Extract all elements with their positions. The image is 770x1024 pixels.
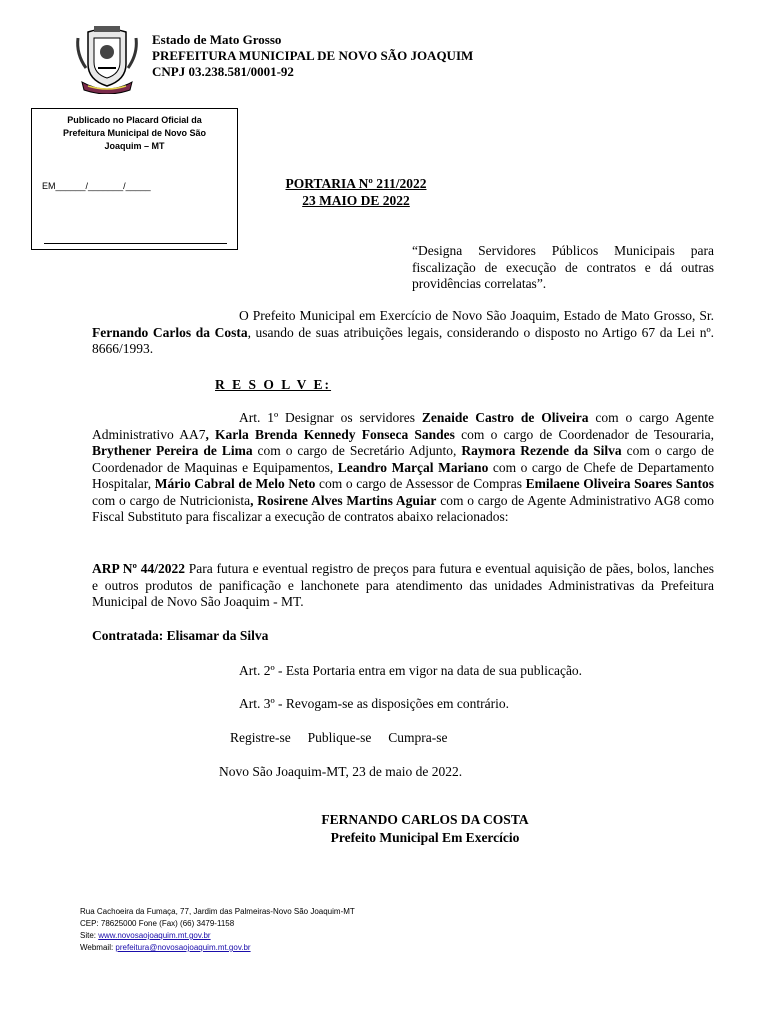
footer-address: Rua Cachoeira da Fumaça, 77, Jardim das Palmeiras-Novo São Joaquim-MT (80, 907, 355, 916)
servant-name: Brythener Pereira de Lima (92, 443, 253, 458)
footer-site-label: Site: (80, 931, 99, 940)
servant-name: Raymora Rezende da Silva (461, 443, 622, 458)
servant-name: Emilaene Oliveira Soares Santos (525, 476, 714, 491)
place-and-date: Novo São Joaquim-MT, 23 de maio de 2022. (219, 764, 463, 779)
state-name: Estado de Mato Grosso (152, 32, 282, 47)
footer-mail-label: Webmail: (80, 943, 116, 952)
stamp-date-field: EM______/_______/_____ (42, 181, 151, 191)
art1-text: com o cargo de Agente Administrativo AG8 como Fiscal Substituto para fiscalizar a execução de contratos abaixo relacionados: (92, 492, 714, 524)
stamp-line-2: Prefeitura Municipal de Novo São (62, 128, 207, 138)
art1-text: com o cargo de Chefe de Departamento Hospitalar, (92, 459, 714, 491)
servant-name: Mário Cabral de Melo Neto (154, 476, 316, 491)
stamp-signature-line (44, 243, 227, 244)
art1-text: com o cargo de Coordenador de Tesouraria, (454, 426, 714, 442)
portaria-date: 23 MAIO DE 2022 (302, 193, 410, 208)
servant-name: Zenaide Castro de Oliveira (421, 410, 589, 425)
letterhead (152, 32, 473, 80)
art1-text: com o cargo Agente Administrativo AA7 (92, 410, 714, 442)
art1-text: com o cargo de Secretário Adjunto, (252, 443, 462, 458)
servant-name: Leandro Marçal Mariano (337, 459, 489, 475)
art1-text: com o cargo de Nutricionista (92, 492, 251, 508)
signatory-role: Prefeito Municipal Em Exercício (330, 830, 520, 845)
art1-text: com o cargo de Assessor de Compras (315, 476, 526, 491)
arp-paragraph (92, 561, 714, 611)
registre-publique-cumpra: Registre-se Publique-se Cumpra-se (230, 730, 448, 745)
footer-cep-phone: CEP: 78625000 Fone (Fax) (66) 3479-1158 (80, 919, 235, 928)
cnpj: CNPJ 03.238.581/0001-92 (152, 64, 294, 79)
contratada: Contratada: Elisamar da Silva (92, 628, 269, 643)
arp-label: ARP Nº 44/2022 (92, 561, 186, 576)
footer-site-link[interactable]: www.novosaojoaquim.mt.gov.br (98, 931, 211, 940)
article-1 (92, 410, 714, 526)
stamp-line-1: Publicado no Placard Oficial da (67, 115, 202, 125)
signature-block (0, 811, 770, 847)
stamp-line-3: Joaquim – MT (104, 141, 165, 151)
art1-text: Art. 1º Designar os servidores (239, 410, 422, 425)
art1-text: com o cargo de Coordenador de Maquinas e Equipamentos, (92, 443, 714, 475)
resolve-heading: R E S O L V E: (215, 377, 332, 392)
mayor-name: Fernando Carlos da Costa (92, 324, 248, 340)
arp-text: Para futura e eventual registro de preços para futura e eventual aquisição de pães, bolos, lanches e outros produtos de panificação e lanchonete para atendimento das unidades Administrativas da Prefeitura Municipal de Novo São Joaquim - MT. (92, 561, 714, 609)
article-2: Art. 2º - Esta Portaria entra em vigor na data de sua publicação. (239, 663, 583, 678)
servant-name: , Karla Brenda Kennedy Fonseca Sandes (205, 426, 455, 442)
municipality-name: PREFEITURA MUNICIPAL DE NOVO SÃO JOAQUIM (152, 48, 474, 63)
preamble-text-end: , usando de suas atribuições legais, considerando o disposto no Artigo 67 da Lei nº. 8666/1993. (92, 324, 715, 356)
footer (80, 906, 355, 954)
article-3: Art. 3º - Revogam-se as disposições em contrário. (239, 696, 509, 711)
signatory-name: FERNANDO CARLOS DA COSTA (321, 812, 529, 827)
portaria-number: PORTARIA Nº 211/2022 (285, 176, 427, 191)
preamble-paragraph (92, 308, 714, 358)
footer-mail-link[interactable]: prefeitura@novosaojoaquim.mt.gov.br (115, 943, 251, 952)
servant-name: , Rosirene Alves Martins Aguiar (250, 492, 437, 508)
ementa: “Designa Servidores Públicos Municipais para fiscalização de execução de contratos e dá outras providências correlatas”. (412, 243, 714, 291)
municipal-crest-logo (74, 24, 140, 94)
preamble-text: O Prefeito Municipal em Exercício de Novo São Joaquim, Estado de Mato Grosso, Sr. (239, 308, 714, 323)
